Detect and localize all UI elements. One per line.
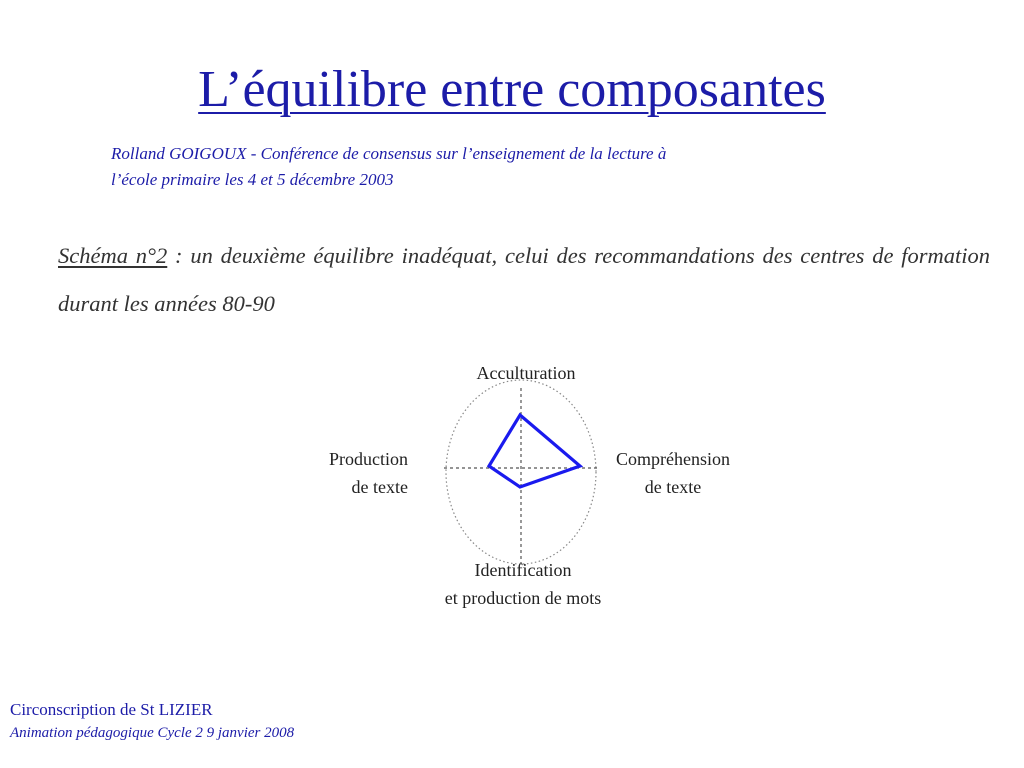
footer-circonscription: Circonscription de St LIZIER: [10, 700, 213, 719]
footer-animation: Animation pédagogique Cycle 2 9 janvier 2008: [10, 725, 295, 741]
label-identification-line-1: Identification: [474, 560, 572, 580]
label-production-texte: [300, 445, 408, 501]
slide-title: L’équilibre entre composantes: [198, 61, 826, 118]
label-comprehension-line-2: de texte: [644, 477, 702, 497]
balance-quadrilateral: [489, 415, 580, 487]
slide-footer: [10, 698, 294, 744]
schema-number: Schéma n°2: [58, 243, 168, 268]
schema-caption-text: : un deuxième équilibre inadéquat, celui des recommandations des centres de formation durant les années 80-90: [58, 243, 990, 316]
label-acculturation: Acculturation: [476, 363, 576, 383]
label-comprehension-texte: [604, 445, 742, 501]
reference-line-1: Rolland GOIGOUX - Conférence de consensus sur l’enseignement de la lecture à: [111, 144, 667, 163]
label-comprehension-line-1: Compréhension: [616, 449, 730, 469]
label-production-line-1: Production: [329, 449, 408, 469]
reference-line-2: l’école primaire les 4 et 5 décembre 2003: [111, 170, 394, 189]
label-identification-mots: [420, 556, 626, 612]
label-production-line-2: de texte: [351, 477, 408, 497]
label-identification-line-2: et production de mots: [444, 588, 602, 608]
